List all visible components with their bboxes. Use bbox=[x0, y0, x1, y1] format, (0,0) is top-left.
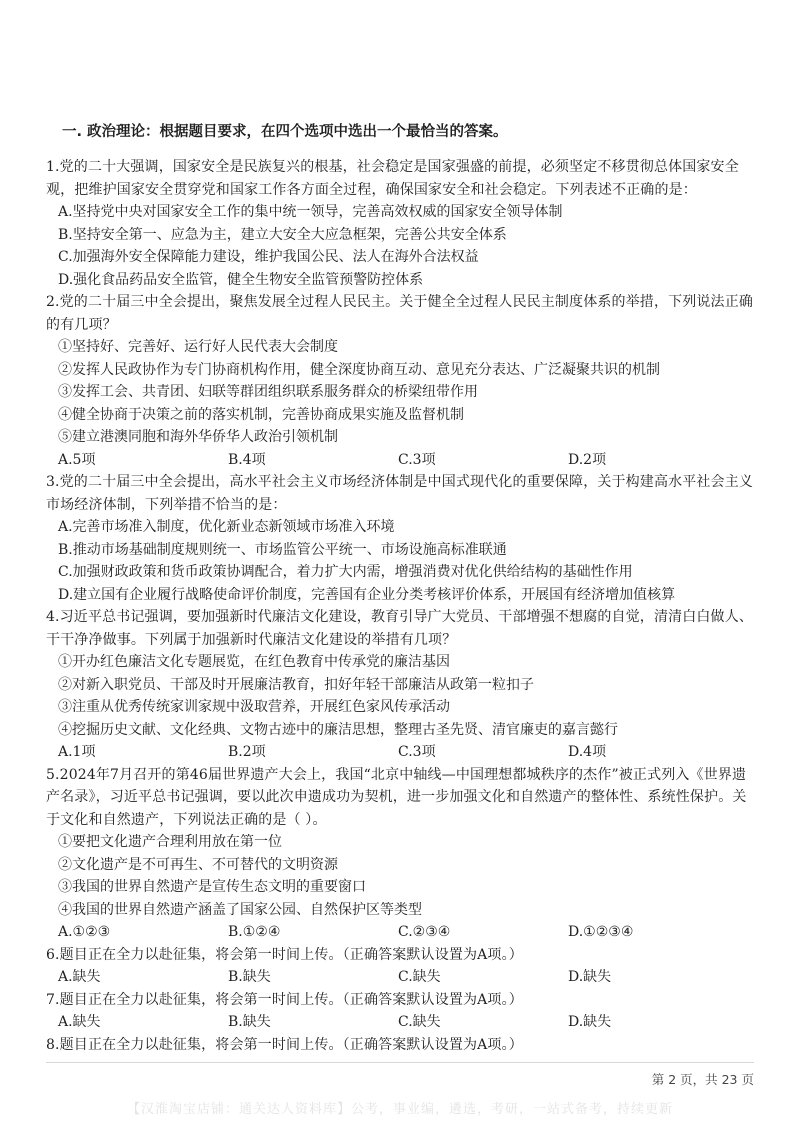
answer-option: A.5项 bbox=[58, 451, 96, 468]
options-row bbox=[58, 966, 760, 989]
answer-option: D.2项 bbox=[568, 451, 607, 468]
watermark-text: 【汉淮淘宝店铺：通关达人资料库】公考，事业编，遴选，考研，一站式备考，持续更新 bbox=[126, 1102, 673, 1117]
answer-option: C.缺失 bbox=[398, 969, 441, 985]
answer-option: D.缺失 bbox=[568, 969, 612, 985]
question-item bbox=[46, 764, 760, 944]
question-stem: 6.题目正在全力以赴征集，将会第一时间上传。（正确答案默认设置为A项。） bbox=[46, 946, 523, 963]
footer-divider bbox=[46, 1062, 754, 1063]
question-stem: 3.党的二十届三中全会提出，高水平社会主义市场经济体制是中国式现代化的重要保障，关于构建高水平社会主义市场经济体制，下列举措不恰当的是： bbox=[46, 474, 754, 513]
question-line: ②文化遗产是不可再生、不可替代的文明资源 bbox=[58, 856, 338, 873]
question-item bbox=[46, 471, 760, 606]
section-title: 一. 政治理论：根据题目要求，在四个选项中选出一个最恰当的答案。 bbox=[62, 124, 508, 140]
answer-option: B.缺失 bbox=[228, 1014, 271, 1030]
options-row bbox=[58, 449, 760, 472]
question-stem: 4.习近平总书记强调，要加强新时代廉洁文化建设，教育引导广大党员、干部增强不想腐的自觉，清清白白做人、干干净净做事。下列属于加强新时代廉洁文化建设的举措有几项？ bbox=[46, 609, 754, 648]
question-line: D.建立国有企业履行战略使命评价制度，完善国有企业分类考核评价体系，开展国有经济增加值核算 bbox=[58, 586, 676, 603]
answer-option: B.缺失 bbox=[228, 969, 271, 985]
answer-option: D.4项 bbox=[568, 744, 607, 760]
answer-option: C.3项 bbox=[398, 744, 436, 760]
question-line: ④我国的世界自然遗产涵盖了国家公园、自然保护区等类型 bbox=[58, 901, 422, 918]
answer-option: C.3项 bbox=[398, 451, 436, 468]
question-list bbox=[46, 156, 760, 1056]
question-line: C.加强海外安全保障能力建设，维护我国公民、法人在海外合法权益 bbox=[58, 249, 479, 265]
answer-option: C.②③④ bbox=[398, 924, 451, 940]
answer-option: D.①②③④ bbox=[568, 924, 634, 940]
answer-option: A.缺失 bbox=[58, 969, 101, 985]
question-line: ⑤建立港澳同胞和海外华侨华人政治引领机制 bbox=[58, 429, 338, 445]
question-item bbox=[46, 606, 760, 764]
question-item bbox=[46, 1034, 760, 1057]
answer-option: C.缺失 bbox=[398, 1014, 441, 1030]
question-line: C.加强财政政策和货币政策协调配合，着力扩大内需，增强消费对优化供给结构的基础性作用 bbox=[58, 564, 633, 580]
question-line: ④健全协商于决策之前的落实机制，完善协商成果实施及监督机制 bbox=[58, 406, 464, 423]
answer-option: D.缺失 bbox=[568, 1014, 612, 1030]
question-stem: 8.题目正在全力以赴征集，将会第一时间上传。（正确答案默认设置为A项。） bbox=[46, 1036, 523, 1053]
answer-option: A.①②③ bbox=[58, 924, 111, 940]
question-line: ②发挥人民政协作为专门协商机构作用，健全深度协商互动、意见充分表达、广泛凝聚共识的机制 bbox=[58, 361, 660, 378]
answer-option: A.1项 bbox=[58, 744, 96, 760]
question-item bbox=[46, 944, 760, 989]
question-line: ②对新入职党员、干部及时开展廉洁教育，扣好年轻干部廉洁从政第一粒扣子 bbox=[58, 676, 534, 693]
options-row bbox=[58, 741, 760, 764]
answer-option: B.①②④ bbox=[228, 924, 281, 940]
answer-option: B.4项 bbox=[228, 451, 266, 468]
options-row bbox=[58, 1011, 760, 1034]
options-row bbox=[58, 921, 760, 944]
question-item bbox=[46, 291, 760, 471]
question-line: ③我国的世界自然遗产是宣传生态文明的重要窗口 bbox=[58, 879, 366, 895]
question-line: ③注重从优秀传统家训家规中汲取营养，开展红色家风传承活动 bbox=[58, 699, 450, 715]
answer-option: A.缺失 bbox=[58, 1014, 101, 1030]
question-line: D.强化食品药品安全监管，健全生物安全监管预警防控体系 bbox=[58, 271, 424, 288]
question-line: A.坚持党中央对国家安全工作的集中统一领导，完善高效权威的国家安全领导体制 bbox=[58, 204, 563, 220]
question-line: ①要把文化遗产合理利用放在第一位 bbox=[58, 834, 282, 850]
question-stem: 5.2024年7月召开的第46届世界遗产大会上，我国“北京中轴线—中国理想都城秩序的杰作”被正式列入《世界遗产名录》，习近平总书记强调，要以此次申遗成功为契机，进一步加强文化和自然遗产的整体性、系统性保护。关于文化和自然遗产，下列说法正确的是（ ）。 bbox=[46, 766, 747, 828]
question-stem: 2.党的二十届三中全会提出，聚焦发展全过程人民民主。关于健全全过程人民民主制度体系的举措，下列说法正确的有几项？ bbox=[46, 294, 754, 333]
page-number: 第 2 页，共 23 页 bbox=[651, 1072, 754, 1087]
question-line: ①坚持好、完善好、运行好人民代表大会制度 bbox=[58, 339, 338, 355]
question-item bbox=[46, 989, 760, 1034]
answer-option: B.2项 bbox=[228, 744, 266, 760]
question-line: B.坚持安全第一、应急为主，建立大安全大应急框架，完善公共安全体系 bbox=[58, 226, 507, 243]
question-line: A.完善市场准入制度，优化新业态新领域市场准入环境 bbox=[58, 519, 395, 535]
question-item bbox=[46, 156, 760, 291]
question-line: ④挖掘历史文献、文化经典、文物古迹中的廉洁思想，整理古圣先贤、清官廉吏的嘉言懿行 bbox=[58, 721, 618, 738]
question-stem: 7.题目正在全力以赴征集，将会第一时间上传。（正确答案默认设置为A项。） bbox=[46, 991, 523, 1008]
question-line: B.推动市场基础制度规则统一、市场监管公平统一、市场设施高标准联通 bbox=[58, 541, 507, 558]
question-stem: 1.党的二十大强调，国家安全是民族复兴的根基，社会稳定是国家强盛的前提，必须坚定不移贯彻总体国家安全观，把维护国家安全贯穿党和国家工作各方面全过程，确保国家安全和社会稳定。下列表述不正确的是： bbox=[46, 159, 739, 198]
question-line: ①开办红色廉洁文化专题展览，在红色教育中传承党的廉洁基因 bbox=[58, 654, 450, 670]
question-line: ③发挥工会、共青团、妇联等群团组织联系服务群众的桥梁纽带作用 bbox=[58, 384, 478, 400]
